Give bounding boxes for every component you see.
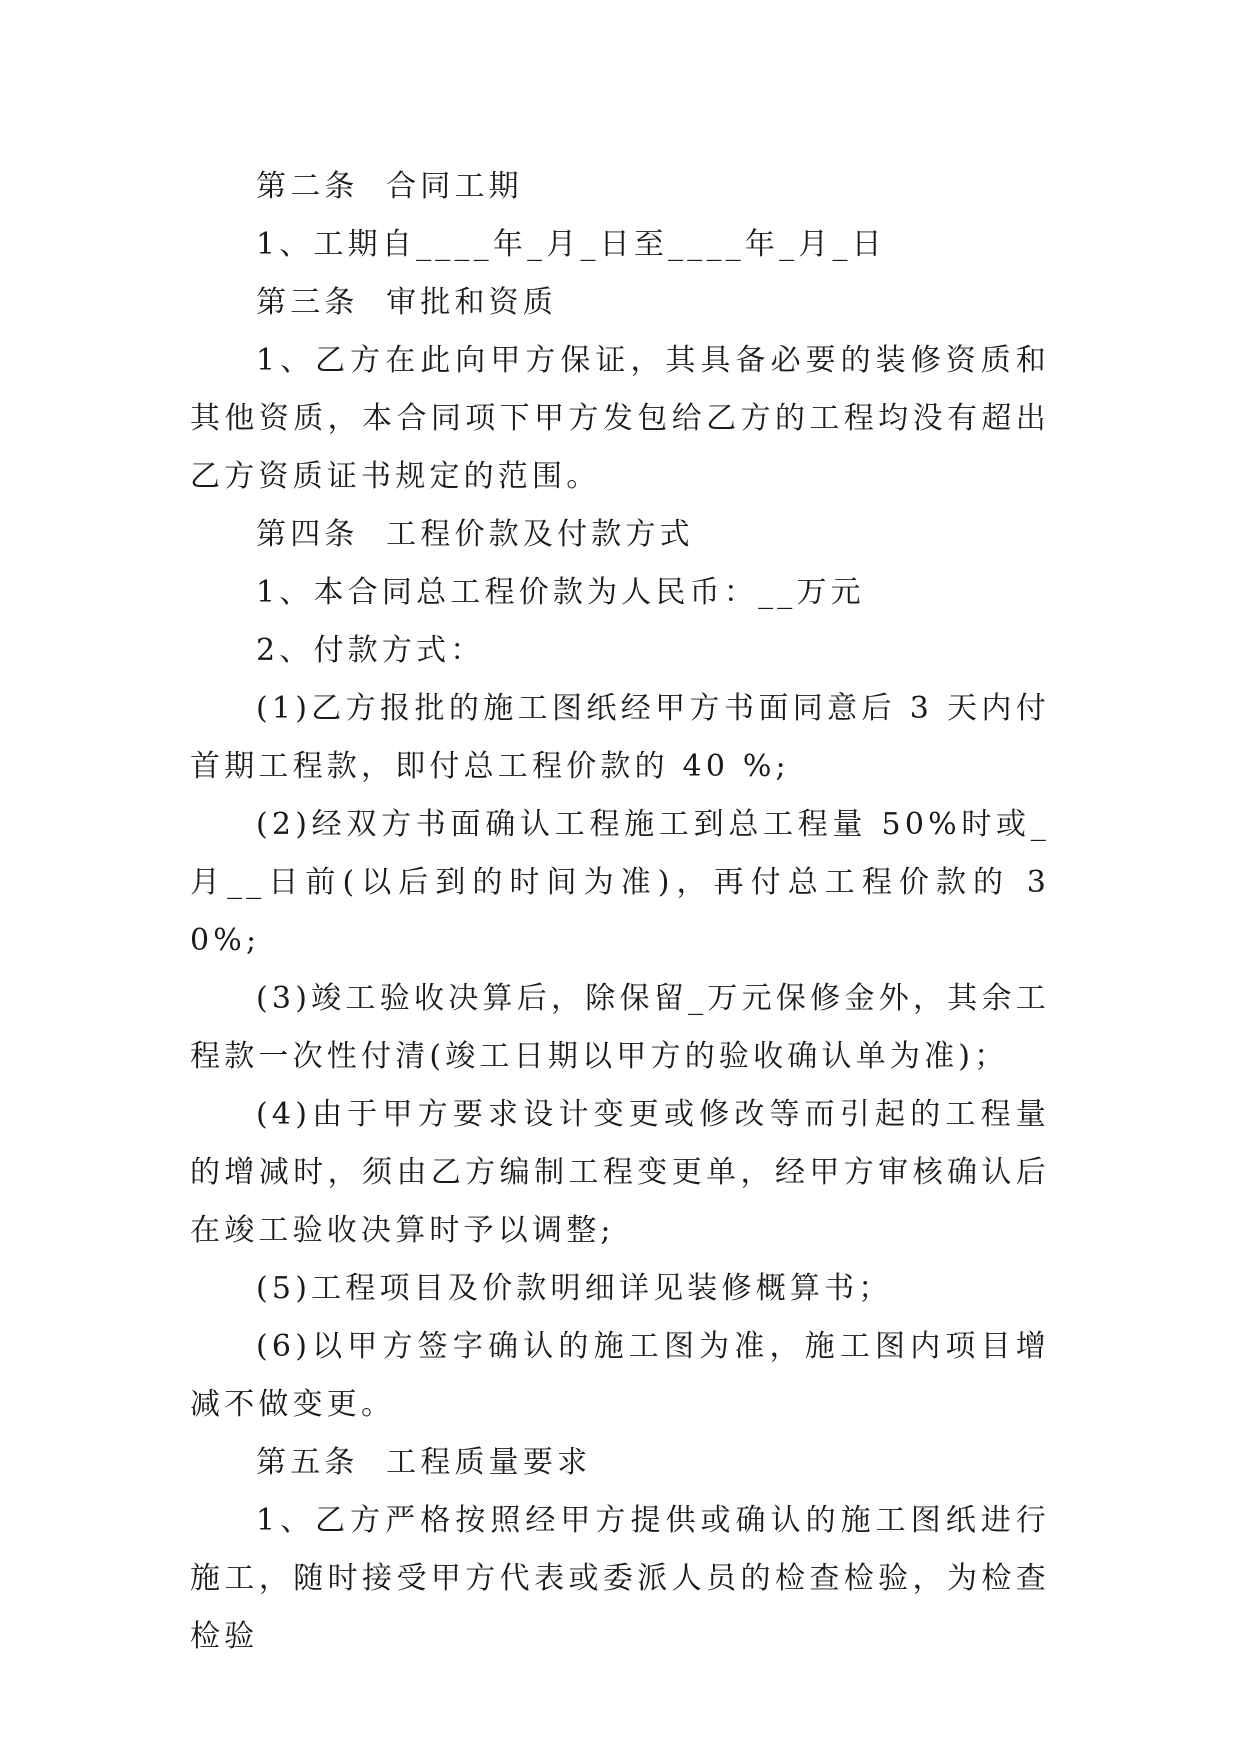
- article-5-heading: 第五条 工程质量要求: [256, 1445, 592, 1480]
- article-5-clause-1: 1、乙方严格按照经甲方提供或确认的施工图纸进行施工，随时接受甲方代表或委派人员的检查检验，为检查检验: [190, 1503, 1050, 1654]
- payment-item-4: (4)由于甲方要求设计变更或修改等而引起的工程量的增减时，须由乙方编制工程变更单，经甲方审核确认后在竣工验收决算时予以调整;: [190, 1097, 1050, 1248]
- article-4-heading: 第四条 工程价款及付款方式: [256, 517, 694, 552]
- article-3-heading: 第三条 审批和资质: [256, 285, 558, 320]
- payment-item-6: (6)以甲方签字确认的施工图为准，施工图内项目增减不做变更。: [190, 1329, 1050, 1422]
- article-4-clause-1: 1、本合同总工程价款为人民币：__万元: [256, 575, 865, 610]
- payment-item-3: (3)竣工验收决算后，除保留_万元保修金外，其余工程款一次性付清(竣工日期以甲方的验收确认单为准)；: [190, 981, 1050, 1074]
- article-4-clause-2: 2、付款方式：: [256, 633, 485, 668]
- article-2-clause-1: 1、工期自____年_月_日至____年_月_日: [256, 227, 886, 262]
- payment-item-5: (5)工程项目及价款明细详见装修概算书；: [256, 1271, 893, 1306]
- payment-item-2: (2)经双方书面确认工程施工到总工程量 50%时或_月__日前(以后到的时间为准)，再付总工程价款的 30%;: [190, 807, 1050, 958]
- article-3-clause-1: 1、乙方在此向甲方保证，其具备必要的装修资质和其他资质，本合同项下甲方发包给乙方的工程均没有超出乙方资质证书规定的范围。: [190, 343, 1050, 494]
- payment-item-1: (1)乙方报批的施工图纸经甲方书面同意后 3 天内付首期工程款，即付总工程价款的 40 %;: [190, 691, 1050, 784]
- document-body: [190, 158, 1050, 1666]
- article-2-heading: 第二条 合同工期: [256, 169, 523, 204]
